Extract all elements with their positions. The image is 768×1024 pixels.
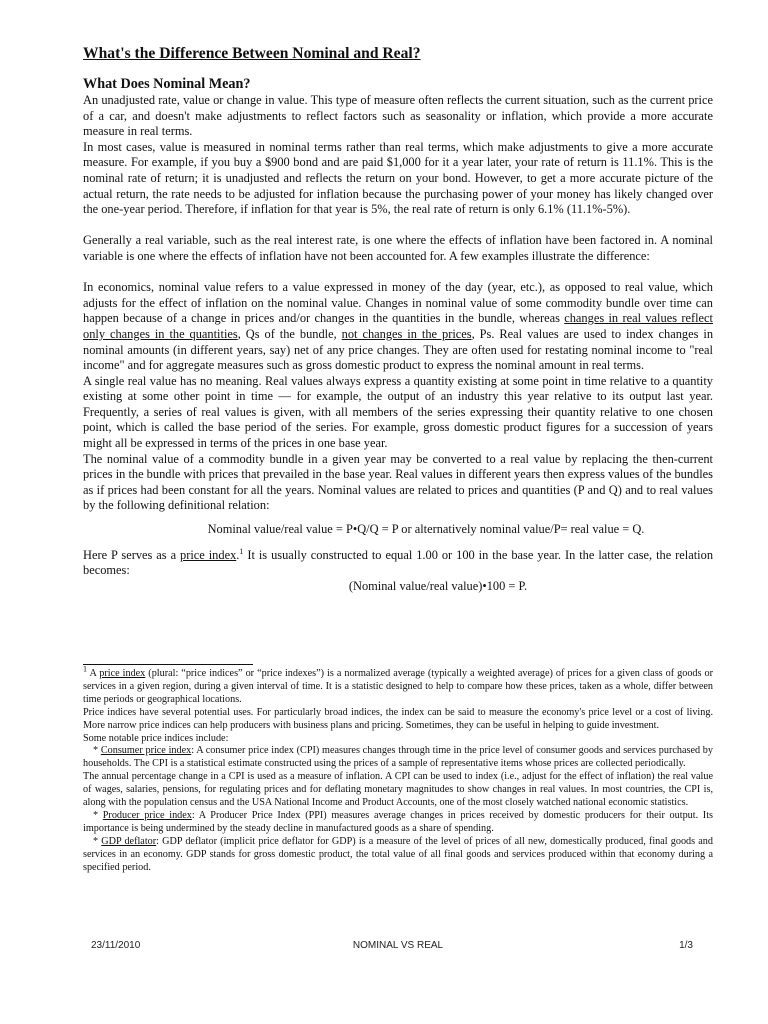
footnote-para-notable: Some notable price indices include: [83,732,229,744]
footnote-para-cpi-change: The annual percentage change in a CPI is used as a measure of inflation. A CPI can be used to index (i.e., adjust for the effect of inflation) the real value of wages, salaries, pensions, for regulating prices and for deflating monetary magnitudes to show changes in real values. In most countries, the CPI is, along with the population census and the USA National Income and Product Accounts, one of the most closely watched national economic statistics. [83,771,713,809]
footer-title: NOMINAL VS REAL [352,940,444,951]
price-index-link[interactable]: price index [180,547,237,562]
main-content [83,44,713,594]
paragraph-3: Generally a real variable, such as the real interest rate, is one where the effects of inflation have been factored in. A nominal variable is one where the effects of inflation have not been accounted for. A few examples illustrate the difference: [83,233,713,263]
footer-page-number: 1/3 [679,940,693,951]
footnote-1-text: (plural: “price indices” or “price indexes”) is a normalized average (typically a weighted average) of prices for a given class of goods or services in a given region, during a given interval of time. It is a statistic designed to help to compare how these prices, taken as a whole, differ between time periods or geographical locations. [83,668,713,705]
footnote-item-cpi [83,745,713,771]
underlined-phrase-not-prices: not changes in the prices [341,326,472,341]
paragraph-7-text-b: It is usually constructed to equal 1.00 or 100 in the base year. In the latter case, the relation becomes: [83,547,714,578]
cpi-term: Consumer price index [100,745,192,757]
paragraph-2: In most cases, value is measured in nominal terms rather than real terms, which make adjustments to give a more accurate measure. For example, if you buy a $900 bond and are paid $1,000 for it a year later, your rate of return is 11.1%. This is the nominal rate of return; it is unadjusted and reflects the return on your bond. However, to get a more accurate picture of the actual return, the rate needs to be adjusted for inflation because the purchasing power of your money has likely changed over the one-year period. Therefore, if inflation for that year is 5%, the real rate of return is only 6.1% (11.1%-5%). [83,139,713,217]
paragraph-4-text-a: In economics, nominal value refers to a value expressed in money of the day (year, etc.), as opposed to real value, which adjusts for the effect of inflation on the nominal value. Changes in nominal value of some commodity bundle over time can happen because of a change in prices and/or changes in the quantities in the bundle, whereas [83,280,713,326]
bullet-marker: * [93,835,102,847]
footer-date: 23/11/2010 [91,940,141,951]
paragraph-1: An unadjusted rate, value or change in value. This type of measure often reflects the current situation, such as the current price of a car, and doesn't make adjustments to reflect factors such as seasonality or inflation, which provide a more accurate measure in real terms. [83,93,713,139]
gdp-deflator-text: : GDP deflator (implicit price deflator for GDP) is a measure of the level of prices of all new, domestically produced, final goods and services in an economy. GDP stands for gross domestic product, the total value of all final goods and services produced within that economy during a specified period. [83,835,713,873]
footnote-number: 1 [83,664,87,674]
footnote-para-uses: Price indices have several potential uses. For particularly broad indices, the index can be said to measure the economy's price level or a cost of living. More narrow price indices can help producers with business plans and pricing. Sometimes, they can be useful in helping to guide investment. [83,706,713,731]
footnote-item-gdp-deflator [83,836,713,875]
section-heading: What Does Nominal Mean? [83,76,251,92]
equation-2: (Nominal value/real value)•100 = P. [348,578,528,593]
ppi-text: : A Producer Price Index (PPI) measures average changes in prices received by domestic producers for their output. Its importance is being undermined by the steady decline in manufactured goods as a share of spending. [83,809,713,834]
paragraph-5: A single real value has no meaning. Real values always express a quantity existing at some point in time relative to a quantity existing at some other point in time — for example, the output of an industry this year relative to its output last year. Frequently, a series of real values is given, with all members of the series expressing their quantity relative to one chosen point, which is called the base period of the series. For example, gross domestic product figures for a succession of years might all be expressed in terms of the prices in one base year. [83,373,713,451]
ppi-term: Producer price index [102,809,192,821]
cpi-text: : A consumer price index (CPI) measures changes through time in the price level of consumer goods and services purchased by households. The CPI is a statistical estimate constructed using the prices of a sample of representative items whose prices are collected periodically. [83,745,713,770]
paragraph-7-text-a: Here P serves as a [83,547,181,562]
underlined-phrase-real-values: changes in real values reflect only changes in the quantities [83,311,713,341]
paragraph-4-text-b: , Qs of the bundle, [237,326,342,341]
paragraph-4 [83,280,713,374]
paragraph-4-text-c: , Ps. Real values are used to index changes in nominal amounts (in different years, say) net of any price changes. They are often used for restating nominal income to "real income" and for aggregate measures such as gross domestic product to express the nominal amount in real terms. [83,326,714,373]
footnote-separator [83,664,253,665]
footnotes [83,664,713,875]
paragraph-7: Here P serves as a price index.$^1$ It is usually constructed to equal 1.00 or 100 in the base year. In the latter case, the relation becomes: [83,546,714,578]
bullet-marker: * [93,809,103,821]
equation-1: Nominal value/real value = P•Q/Q = P or alternatively nominal value/P= real value = Q. [207,522,645,537]
page-title: What's the Difference Between Nominal and Real? [83,45,421,62]
bullet-marker: * [93,745,101,757]
paragraph-6: The nominal value of a commodity bundle in a given year may be converted to a real value by replacing the then-current prices in the bundle with prices that prevailed in the base year. Real values in different years then express values of the bundles as if prices had been constant for all the years. Nominal values are related to prices and quantities (P and Q) and to real values by the following definitional relation: [83,451,713,513]
footnote-item-ppi [83,810,713,836]
footnote-1 [83,664,713,707]
footnote-1-pre: A [87,668,100,679]
gdp-deflator-term: GDP deflator [101,835,157,847]
footnote-ref-1[interactable]: 1 [239,546,244,556]
footnote-price-index-term: price index [99,668,146,679]
